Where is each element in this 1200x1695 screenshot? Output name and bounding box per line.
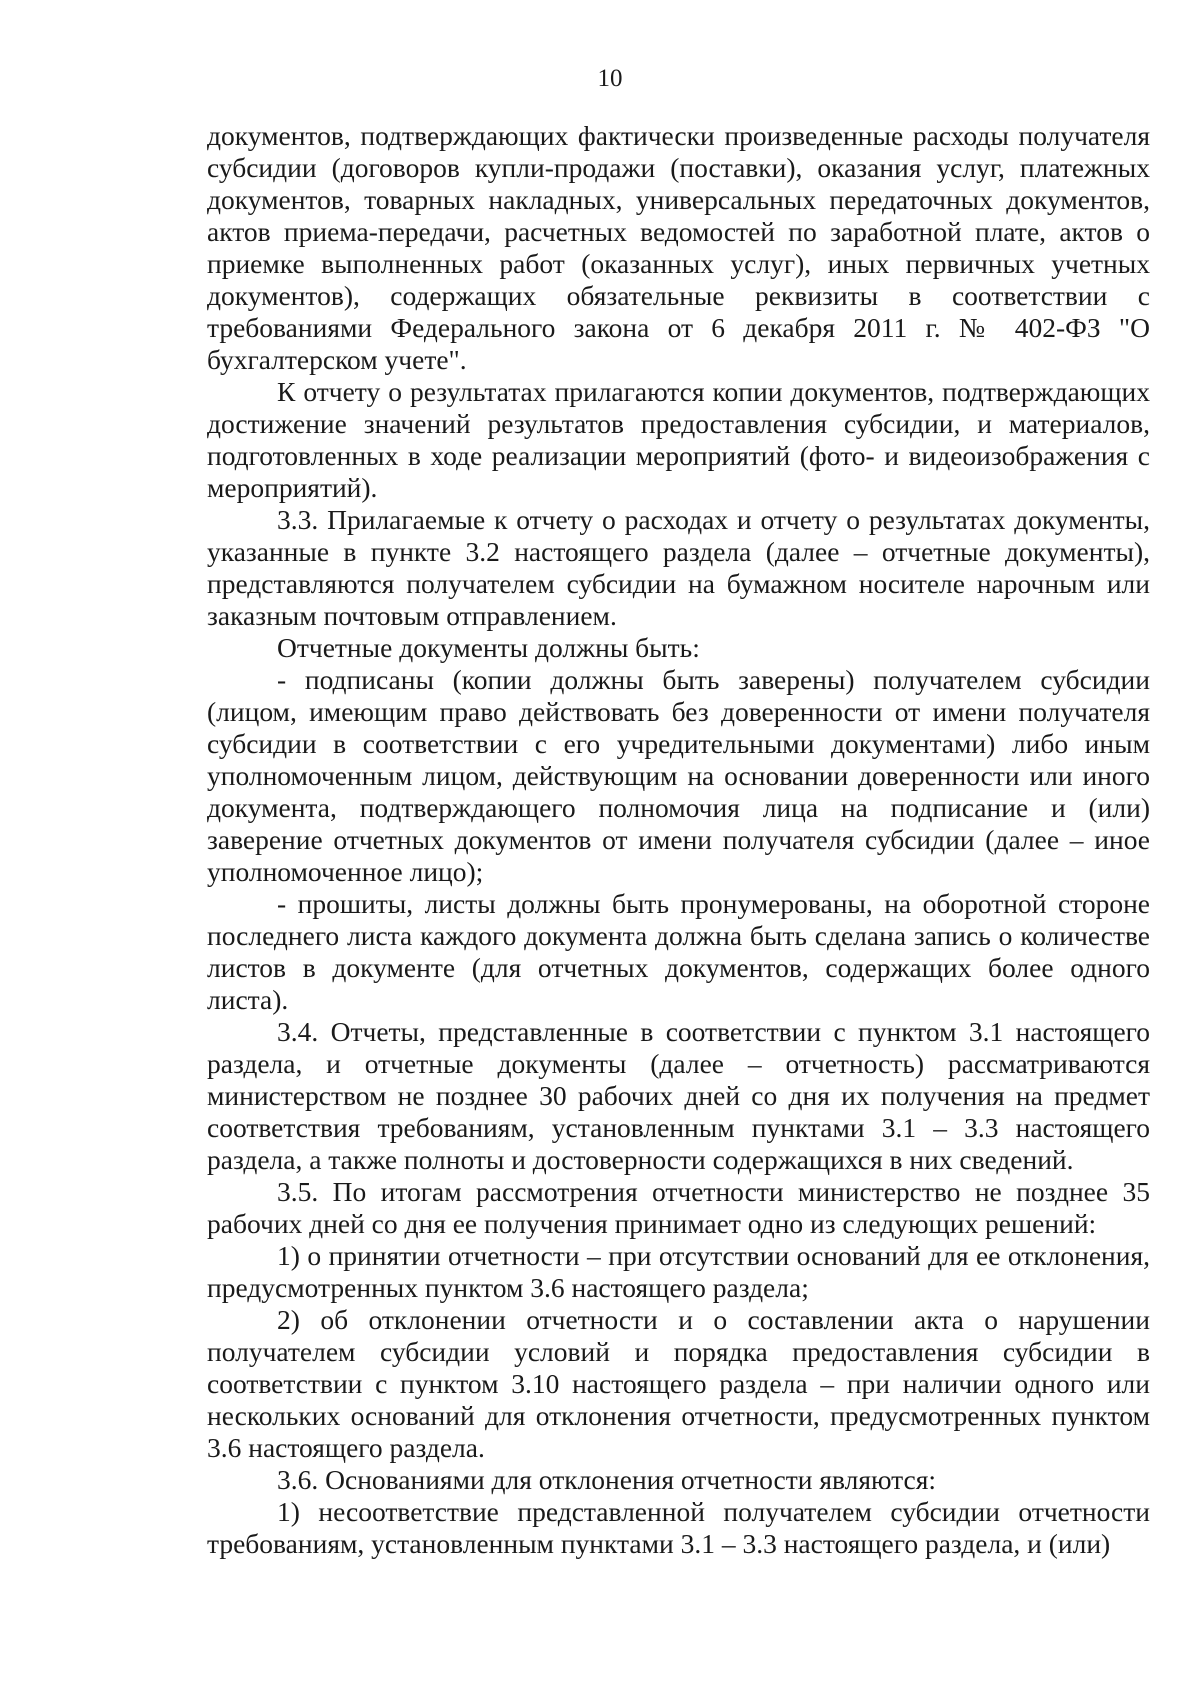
paragraph-results-report-attachments: К отчету о результатах прилагаются копии документов, подтверждающих достижение значений результатов предоставления субсидии, и материалов, подготовленных в ходе реализации мероприятий (фото- и видеоизображения с мероприятий). xyxy=(207,376,1150,503)
list-item-stitched: - прошиты, листы должны быть пронумерованы, на оборотной стороне последнего листа каждого документа должна быть сделана запись о количестве листов в документе (для отчетных документов, содержащих более одного листа). xyxy=(207,888,1150,1015)
list-item-signed: - подписаны (копии должны быть заверены) получателем субсидии (лицом, имеющим право действовать без доверенности от имени получателя субсидии в соответствии с его учредительными документами) либо иным уполномоченным лицом, действующим на основании доверенности или иного документа, подтверждающего полномочия лица на подписание и (или) заверение отчетных документов от имени получателя субсидии (далее – иное уполномоченное лицо); xyxy=(207,664,1150,887)
list-item-decision-reject: 2) об отклонении отчетности и о составлении акта о нарушении получателем субсидии условий и порядка предоставления субсидии в соответствии с пунктом 3.10 настоящего раздела – при наличии одного или нескольких оснований для отклонения отчетности, предусмотренных пунктом 3.6 настоящего раздела. xyxy=(207,1304,1150,1463)
paragraph-3-4: 3.4. Отчеты, представленные в соответствии с пунктом 3.1 настоящего раздела, и отчетные документы (далее – отчетность) рассматриваются министерством не позднее 30 рабочих дней со дня их получения на предмет соответствия требованиям, установленным пунктами 3.1 – 3.3 настоящего раздела, а также полноты и достоверности содержащихся в них сведений. xyxy=(207,1016,1150,1175)
paragraph-3-5: 3.5. По итогам рассмотрения отчетности министерство не позднее 35 рабочих дней со дня ее получения принимает одно из следующих решений: xyxy=(207,1176,1150,1239)
paragraph-3-3: 3.3. Прилагаемые к отчету о расходах и отчету о результатах документы, указанные в пункте 3.2 настоящего раздела (далее – отчетные документы), представляются получателем субсидии на бумажном носителе нарочным или заказным почтовым отправлением. xyxy=(207,504,1150,631)
page-number: 10 xyxy=(597,65,623,92)
list-item-grounds-1: 1) несоответствие представленной получателем субсидии отчетности требованиям, установленным пунктами 3.1 – 3.3 настоящего раздела, и (или) xyxy=(207,1496,1150,1559)
paragraph-3-6: 3.6. Основаниями для отклонения отчетности являются: xyxy=(277,1464,937,1495)
paragraph-documents-list: документов, подтверждающих фактически произведенные расходы получателя субсидии (договоров купли-продажи (поставки), оказания услуг, платежных документов, товарных накладных, универсальных передаточных документов, актов приема-передачи, расчетных ведомостей по заработной плате, актов о приемке выполненных работ (оказанных услуг), иных первичных учетных документов), содержащих обязательные реквизиты в соответствии с требованиями Федерального закона от 6 декабря 2011 г. № 402-ФЗ "О бухгалтерском учете". xyxy=(207,120,1150,375)
list-item-decision-accept: 1) о принятии отчетности – при отсутствии оснований для ее отклонения, предусмотренных пунктом 3.6 настоящего раздела; xyxy=(207,1240,1150,1303)
document-text xyxy=(207,120,1150,1560)
paragraph-requirements-intro: Отчетные документы должны быть: xyxy=(277,632,700,663)
